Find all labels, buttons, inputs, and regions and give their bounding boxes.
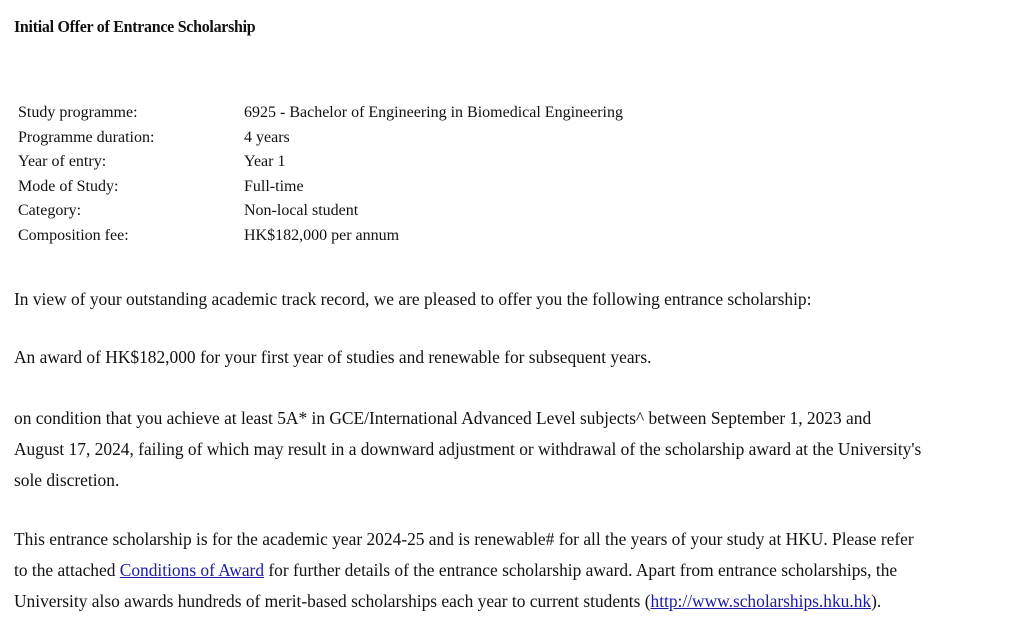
detail-label: Mode of Study:: [18, 177, 119, 195]
condition-line: sole discretion.: [14, 470, 120, 490]
text-fragment: University also awards hundreds of merit-based scholarships each year to current students (: [14, 591, 651, 611]
detail-label: Year of entry:: [18, 153, 107, 171]
detail-label: Study programme:: [18, 104, 138, 121]
condition-paragraph: [14, 403, 1010, 496]
detail-row-year-of-entry: [18, 150, 718, 175]
detail-value: 4 years: [244, 128, 290, 146]
condition-line: August 17, 2024, failing of which may result in a downward adjustment or withdrawal of the scholarship award at the University's: [14, 439, 922, 459]
detail-label: Programme duration:: [18, 128, 155, 146]
text-fragment: for further details of the entrance scholarship award. Apart from entrance scholarships, the: [264, 560, 898, 580]
scholarships-website-link[interactable]: http://www.scholarships.hku.hk: [650, 591, 872, 611]
detail-value: 6925 - Bachelor of Engineering in Biomedical Engineering: [244, 104, 623, 121]
renewal-line: [14, 555, 1010, 586]
condition-line: on condition that you achieve at least 5A* in GCE/International Advanced Level subjects^ between September 1, 2023 and: [14, 408, 872, 428]
detail-row-composition-fee: [18, 224, 718, 249]
detail-value: Full-time: [244, 177, 304, 195]
programme-details: [18, 101, 718, 249]
text-fragment: to the attached: [14, 560, 120, 580]
detail-value: Year 1: [244, 153, 286, 171]
renewal-paragraph: [14, 524, 1010, 617]
renewal-line: [14, 586, 1010, 617]
detail-value: HK$182,000 per annum: [244, 226, 400, 244]
detail-row-mode-of-study: [18, 175, 718, 200]
detail-value: Non-local student: [244, 202, 359, 220]
detail-row-study-programme: [18, 101, 718, 126]
document-title: Initial Offer of Entrance Scholarship: [14, 17, 256, 36]
award-amount-paragraph: An award of HK$182,000 for your first year of studies and renewable for subsequent years.: [14, 347, 652, 367]
detail-row-category: [18, 199, 718, 224]
offer-intro-paragraph: In view of your outstanding academic track record, we are pleased to offer you the following entrance scholarship:: [14, 289, 812, 309]
detail-label: Category:: [18, 202, 82, 220]
conditions-of-award-link[interactable]: Conditions of Award: [119, 560, 265, 580]
detail-row-programme-duration: [18, 126, 718, 151]
renewal-line: This entrance scholarship is for the academic year 2024-25 and is renewable# for all the years of your study at HKU. Please refer: [14, 529, 914, 549]
detail-label: Composition fee:: [18, 226, 129, 244]
text-fragment: ).: [871, 591, 882, 611]
